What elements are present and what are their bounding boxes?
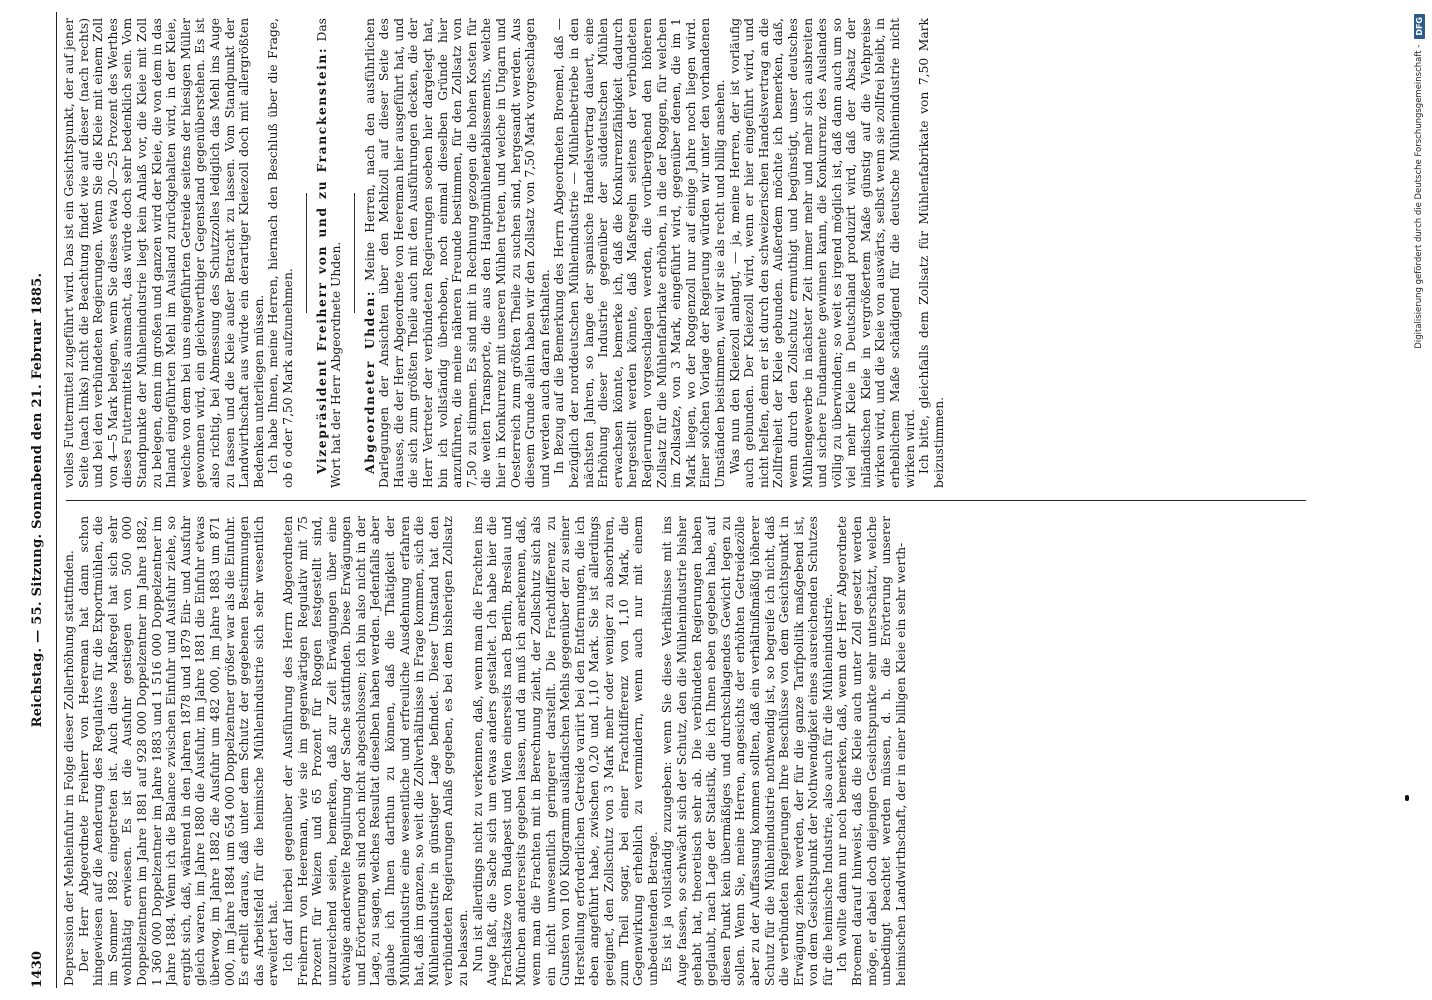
speaker-name: Vizepräsident Freiherr von und zu Franckenstein: [313, 46, 329, 474]
speech-text: Das Wort hat der Herr Abgeordnete Uhden. [314, 18, 344, 488]
digitization-credit [1406, 0, 1432, 1000]
paragraph: Depression der Mehleinfuhr in Folge dieser Zollerhöhung stattfinden. [62, 550, 76, 986]
speaker-name: Abgeordneter Uhden: [361, 290, 377, 474]
paragraph: Der Herr Abgeordnete Freiherr von Heereman hat dann schon hingewiesen auf die Aenderung des Regulativs für die Exportmühlen, die im Sommer 1882 eingetreten ist. Auch diese Maßregel hat sich sehr wohlthätig erwiesen. Es ist die Ausfuhr gestiegen von 500 000 Doppelzentnern im Jahre 1881 auf 928 000 Doppelzentner im Jahre 1882, 1 360 000 Doppelzentner im Jahre 1883 und 1 516 000 Doppelzentner im Jahre 1884. Wenn ich die Balance zwischen Einfuhr und Ausfuhr ziehe, so ergibt sich, daß, während in den Jahren 1878 und 1879 Ein- und Ausfuhr gleich waren, im Jahre 1880 die Ausfuhr, im Jahre 1881 die Einfuhr etwas überwog, im Jahre 1882 die Ausfuhr um 482 000, im Jahre 1883 um 871 000, im Jahre 1884 um 654 000 Doppelzentner größer war als die Einfuhr. Es erhellt daraus, daß unter dem Schutz der gegebenen Bestimmungen das Arbeitsfeld für die heimische Mühlenindustrie sich sehr wesentlich erweitert hat. [76, 516, 281, 986]
paragraph: Ich bitte, gleichfalls dem Zollsatz für Mühlenfabrikate von 7,50 Mark beizustimmen. [917, 18, 946, 488]
paragraph: volles Futtermittel zugeführt wird. Das ist ein Gesichtspunkt, der auf jener Seite (nach links) nicht die Beachtung findet wie auf dieser (nach rechts) und bei den verbündeten Regierungen. Wenn Sie die Kleie mit einem Zoll von 4—5 Mark belegen, wenn Sie dieses etwa 20—25 Prozent des Werthes dieses Futtermittels ausmacht, das würde doch sehr bedenklich sein. Vom Standpunkte der Mühlenindustrie liegt kein Anlaß vor, die Kleie mit Zoll zu belegen, denn im großen und ganzen wird der Kleie, die von dem in das Inland eingeführten Mehl im Ausland zurückgehalten wird, in der Kleie, welche von dem bei uns eingeführten Getreide seitens der hiesigen Müller gewonnen wird, ein gleichwerthiger Gegenstand gegenüberstehen. Es ist also richtig, bei Abmessung des Schutzzolles lediglich das Mehl ins Auge zu fassen und die Kleie außer Betracht zu lassen. Vom Standpunkt der Landwirthschaft aus würde ein derartiger Kleiezoll doch mit allergrößten Bedenken unterliegen müssen. [62, 18, 266, 488]
paragraph: Es ist ja vollständig zuzugeben: wenn Sie diese Verhältnisse mit ins Auge fassen, so schwächt sich der Schutz, den die Mühlenindustrie bisher gehabt hat, theoretisch sehr ab. Die verbündeten Regierungen haben geglaubt, nach Lage der Statistik, die ich Ihnen eben gegeben habe, auf diesen Punkt kein übermäßiges und durchschlagendes Gewicht legen zu sollen. Wenn Sie, meine Herren, angesichts der erhöhten Getreidezölle aber zu der Auffassung kommen sollten, daß ein verhältnißmäßig höherer Schutz für die Mühlenindustrie nothwendig ist, so begreife ich nicht, daß die verbündeten Regierungen Ihre Beschlüsse von dem Gesichtspunkt in Erwägung ziehen werden, der für die ganze Tarifpolitik maßgebend ist, von dem Gesichtspunkt der Nothwendigkeit eines ausreichenden Schutzes für die heimische Industrie, also auch für die Mühlenindustrie. [660, 516, 835, 986]
section-separator [306, 193, 307, 313]
right-column [62, 18, 1372, 488]
page-number: 1430 [30, 950, 45, 988]
section-separator [354, 193, 355, 313]
scan-speck [1405, 795, 1409, 801]
page-header [30, 12, 52, 988]
paragraph: In Bezug auf die Bemerkung des Herrn Abgeordneten Broemel, daß — bezüglich der norddeutschen Mühlenindustrie — Mühlenbetriebe in den nächsten Jahren, so lange der spanische Handelsvertrag dauert, eine Erhöhung dieser Industrie gegenüber der süddeutschen Mühlen erwachsen könnte, bemerke ich, daß die Konkurrenzfähigkeit dadurch hergestellt werden könnte, daß Maßregeln seitens der verbündeten Regierungen vorgeschlagen werden, die vorübergehend den höheren Zollsatz für die Mühlenfabrikate erhöhen, in die der Roggen, für welchen im Zollsatze, von 3 Mark, eingeführt wird, gegenüber denen, die im 1 Mark liegen, wo der Roggenzoll nur auf einige Jahre noch liegen wird. Einer solchen Vorlage der Regierung würden wir unter den vorhandenen Umständen beistimmen, weil wir sie als recht und billig ansehen. [552, 18, 727, 488]
running-title: Reichstag. — 55. Sitzung. Sonnabend den 21. Februar 1885. [30, 272, 45, 728]
speaker-paragraph [315, 18, 344, 488]
dfg-logo: DFG [1414, 14, 1425, 39]
paragraph: Ich habe Ihnen, meine Herren, hiernach den Beschluß über die Frage, ob 6 oder 7,50 Mark aufzunehmen. [266, 18, 295, 488]
speech-text: Meine Herren, nach den ausführlichen Darlegungen der Ansichten über den Mehlzoll auf dieser Seite des Hauses, die der Herr Abgeordnete von Heereman hier ausgeführt hat, und die sich zum größten Theile auch mit den Ausführungen decken, die der Herr Vertreter der verbündeten Regierungen soeben hier dargelegt hat, bin ich vollständig überhoben, noch einmal dieselben Gründe hier anzuführen, die meine näheren Freunde bestimmen, für den Zollsatz von 7,50 zu stimmen. Es sind mit in Rechnung gezogen die hohen Kosten für die weiten Transporte, die aus den Hauptmühlenetablissements, welche hier in Konkurrenz mit unseren Mühlen treten, und welche in Ungarn und Oesterreich zum größten Theile zu suchen sind, hergesandt werden. Aus diesem Grunde allein haben wir den Zollsatz von 7,50 Mark vorgeschlagen und werden auch daran festhalten. [362, 18, 552, 488]
credit-text: Digitalisierung gefördert durch die Deutsche Forschungsgemeinschaft - [1414, 44, 1424, 349]
column-divider [66, 500, 1306, 501]
paragraph: Nun ist allerdings nicht zu verkennen, daß, wenn man die Frachten ins Auge faßt, die Sache sich um etwas anders gestaltet. Ich habe hier die Frachtsätze von Budapest und Wien einerseits nach Berlin, Breslau und München andererseits gegeben lassen, und da muß ich anerkennen, daß, wenn man die Frachten mit in Berechnung zieht, der Zollschutz sich als ein nicht unwesentlich geringerer darstellt. Die Frachtdifferenz zu Gunsten von 100 Kilogramm ausländischen Mehls gegenüber der zu seiner Herstellung erforderlichen Getreide variirt bei den Entfernungen, die ich eben angeführt habe, zwischen 0,20 und 1,10 Mark. Sie ist allerdings geeignet, den Zollschutz von 3 Mark mehr oder weniger zu absorbiren, zum Theil sogar, bei einer Frachtdifferenz von 1,10 Mark, die Gegenwirkung erheblich zu vermindern, wenn auch nur mit einem unbedeutenden Betrage. [470, 516, 660, 986]
paragraph: Ich darf hierbei gegenüber der Ausführung des Herrn Abgeordneten Freiherrn von Heereman, wie sie im gegenwärtigen Regulativ mit 75 Prozent für Weizen und 65 Prozent für Roggen festgestellt sind, unzureichend seien, bemerken, daß zur Zeit Erwägungen über eine etwaige anderweite Regulirung der Sache stattfinden. Diese Erwägungen und Erörterungen sind noch nicht abgeschlossen; ich bin also nicht in der Lage, zu sagen, welches Resultat dieselben haben werden. Jedenfalls aber glaube ich Ihnen darthun zu können, daß die Thätigkeit der Mühlenindustrie eine wesentliche und erfreuliche Ausdehnung erfahren hat, daß im ganzen, so weit die Zollverhältnisse in Frage kommen, sich die Mühlenindustrie in günstiger Lage befindet. Dieser Umstand hat den verbündeten Regierungen Anlaß gegeben, es bei dem bisherigen Zollsatz zu belassen. [280, 516, 471, 986]
speaker-paragraph [363, 18, 553, 488]
left-column [62, 516, 1372, 986]
paragraph: Was nun den Kleiezoll anlangt, — ja, meine Herren, der ist vorläufig auch gebunden. Der Kleiezoll wird, wenn er hier eingeführt wird, und nicht helfen, denn er ist durch den schweizerischen Handelsvertrag an die Zollfreiheit der Kleie gebunden. Außerdem möchte ich bemerken, daß, wenn durch den Zollschutz ermuthigt und begünstigt, unser deutsches Mühlengewerbe in nächster Zeit immer mehr und mehr sich ausbreiten und sichere Fundamente gewinnen kann, die Konkurrenz des Auslandes völlig zu überwinden; so weit es irgend möglich ist, daß dann auch um so viel mehr Kleie in Deutschland produzirt wird, daß der Absatz der inländischen Kleie in vergrößertem Maße günstig auf die Viehpreise wirken wird, und die Kleie von auswärts, selbst wenn sie zollfrei bleibt, in erheblichem Maße schädigend für die deutsche Mühlenindustrie nicht wirken wird. [727, 18, 917, 488]
paragraph: Ich wollte dann nur noch bemerken, daß, wenn der Herr Abgeordnete Broemel darauf hinweist, daß die Kleie auch unter Zoll gesetzt werden möge, er dabei doch diejenigen Gesichtspunkte sehr unterschätzt, welche unbedingt beachtet werden müssen, d. h. die Erörterung unserer heimischen Landwirthschaft, der in einer billigen Kleie ein sehr werth- [835, 516, 908, 986]
header-rule [56, 12, 57, 988]
